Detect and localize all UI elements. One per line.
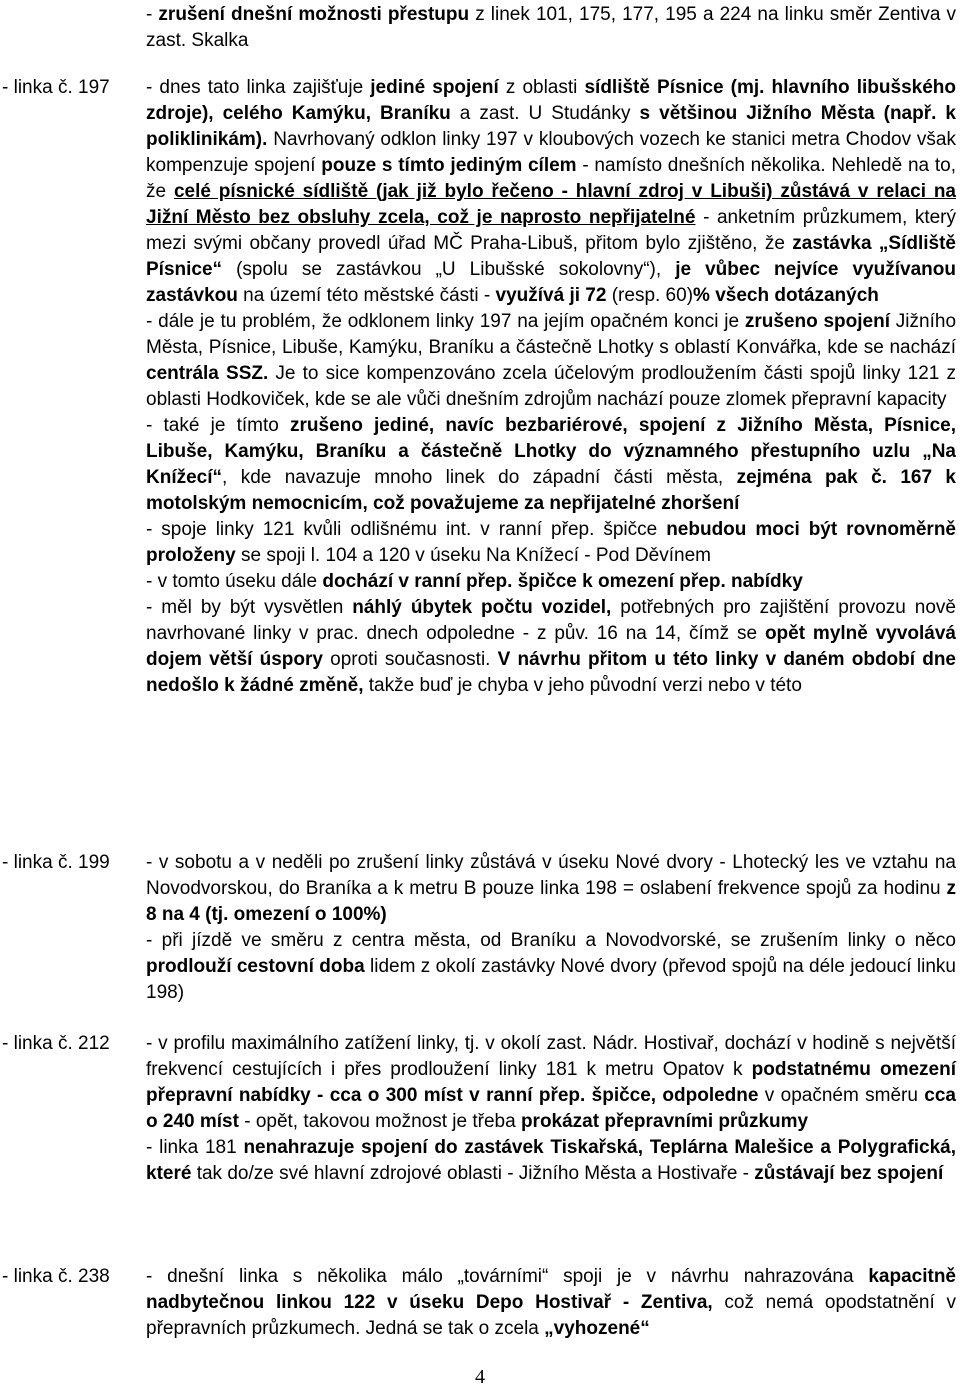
bold-text: „vyhozené“ <box>544 1318 650 1339</box>
bold-text: cca o 240 míst <box>146 1085 956 1132</box>
bold-text: zrušení dnešní možnosti přestupu <box>158 4 470 25</box>
text-run: oproti současnosti. <box>322 649 498 670</box>
bold-text: pouze s tímto jediným cílem <box>321 155 577 176</box>
text-run: - dnešní linka s několika málo „továrními“ spoji je v návrhu nahrazována <box>146 1266 869 1287</box>
text-run: - v sobotu a v neděli po zrušení linky zůstává v úseku Nové dvory - Lhotecký les ve vztahu na Novodvorskou, do Braníka a k metru B pouze linka 198 = oslabení frekvence spojů za hodinu <box>146 852 956 899</box>
paragraph <box>146 569 956 595</box>
paragraph <box>146 595 956 699</box>
bold-text: náhlý úbytek počtu vozidel, <box>352 597 612 618</box>
section-content <box>146 1031 956 1187</box>
bold-text: prodlouží cestovní doba <box>146 956 365 977</box>
text-run: potřebných pro zajištění provozu nově navrhované linky v prac. dnech odpoledne - z pův. 16 na 14, čímž se <box>146 597 956 644</box>
bold-text: s většinou Jižního Města (např. k poliklinikám). <box>146 103 956 150</box>
text-run: lidem z okolí zastávky Nové dvory (převod spojů na déle jedoucí linku 198) <box>146 956 956 1003</box>
bold-text: opět mylně vyvolává dojem větší úspory <box>146 623 956 670</box>
text-run: - spoje linky 121 kvůli odlišnému int. v ranní přep. špičce <box>146 519 667 540</box>
page-number: 4 <box>475 1366 485 1388</box>
bold-text: je vůbec nejvíce využívanou zastávkou <box>146 259 957 306</box>
text-run: z linek 101, 175, 177, 195 a 224 na linku směr Zentiva v zast. Skalka <box>146 4 956 51</box>
text-run: - namísto dnešních několika. Nehledě na to, že <box>146 155 956 202</box>
paragraph <box>146 850 956 928</box>
bold-text: podstatnému omezení přepravní nabídky - cca o 300 míst v ranní přep. špičce, odpoledne <box>146 1059 956 1106</box>
text-run: - při jízdě ve směru z centra města, od Braníku a Novodvorské, se zrušením linky o něco <box>146 930 956 951</box>
bold-text: nebudou moci být rovnoměrně proloženy <box>146 519 956 566</box>
text-run: na území této městské části - <box>237 285 496 306</box>
bold-text: dochází v ranní přep. špičce k omezení přep. nabídky <box>322 571 803 592</box>
text-run: Navrhovaný odklon linky 197 v kloubových vozech ke stanici metra Chodov však kompenzuje spojení <box>146 129 956 176</box>
text-run: - opět, takovou možnost je třeba <box>238 1111 521 1132</box>
text-run: což nemá opodstatnění v přepravních průzkumech. Jedná se tak o zcela <box>146 1292 956 1339</box>
section-content <box>146 75 956 699</box>
paragraph <box>146 1264 956 1342</box>
text-run: z oblasti <box>498 77 585 98</box>
text-run: (spolu se zastávkou „U Libušské sokolovny“), <box>222 259 676 280</box>
text-run: Jižního Města, Písnice, Libuše, Kamýku, Braníku a částečně Lhotky s oblastí Konvářka, kde se nachází <box>146 311 957 358</box>
section-content <box>146 850 956 1006</box>
paragraph <box>146 309 956 413</box>
section-content <box>146 1264 956 1342</box>
bold-text: z 8 na 4 (tj. omezení o 100%) <box>146 878 956 925</box>
bold-text: zastávka „Sídliště Písnice“ <box>146 233 956 280</box>
bold-text: V návrhu přitom u této linky v daném období dne nedošlo k žádné změně, <box>146 649 957 696</box>
text-run: - <box>146 4 159 25</box>
paragraph <box>146 517 956 569</box>
text-run: (resp. 60) <box>606 285 694 306</box>
text-run: - měl by být vysvětlen <box>146 597 353 618</box>
section-label: - linka č. 212 <box>2 1033 110 1054</box>
text-run: - dnes tato linka zajišťuje <box>146 77 371 98</box>
bold-text: sídliště Písnice (mj. hlavního libušského zdroje), celého Kamýku, Braníku <box>146 77 956 124</box>
text-run: tak do/ze své hlavní zdrojové oblasti - Jižního Města a Hostivaře - <box>191 1163 755 1184</box>
paragraph <box>146 413 956 517</box>
text-run: , kde navazuje mnoho linek do západní části města, <box>222 467 737 488</box>
bold-text: využívá ji 72 <box>495 285 607 306</box>
paragraph <box>146 928 956 1006</box>
text-run: - linka 181 <box>146 1137 244 1158</box>
text-run: - v tomto úseku dále <box>146 571 323 592</box>
bold-text: zrušeno spojení <box>744 311 890 332</box>
bold-text: zejména pak č. 167 k motolským nemocnicím, což považujeme za nepřijatelné zhoršení <box>146 467 956 514</box>
paragraph <box>146 1135 956 1187</box>
paragraph <box>146 75 956 309</box>
bold-text: centrála SSZ. <box>146 363 269 384</box>
text-run: - anketním průzkumem, který mezi svými občany provedl úřad MČ Praha-Libuš, přitom bylo zjištěno, že <box>146 207 956 254</box>
bold-text: kapacitně nadbytečnou linkou 122 v úseku Depo Hostivař - Zentiva, <box>146 1266 956 1313</box>
text-run: - také je tímto <box>146 415 290 436</box>
text-run: - v profilu maximálního zatížení linky, tj. v okolí zast. Nádr. Hostivař, dochází v hodině s největší frekvencí cestujících i přes prodloužení linky 181 k metru Opatov k <box>146 1033 956 1080</box>
section-label: - linka č. 199 <box>2 852 110 873</box>
bold-text: jediné spojení <box>370 77 499 98</box>
text-run: Je to sice kompenzováno zcela účelovým prodloužením části spojů linky 121 z oblasti Hodkoviček, kde se ale vůči dnešním zdrojům nachází pouze zlomek přepravní kapacity <box>146 363 956 410</box>
text-run: se spoji l. 104 a 120 v úseku Na Knížecí - Pod Děvínem <box>235 545 711 566</box>
section-content <box>146 2 956 54</box>
section-label: - linka č. 238 <box>2 1266 110 1287</box>
bold-text: zůstávají bez spojení <box>754 1163 944 1184</box>
text-run: v opačném směru <box>758 1085 925 1106</box>
bold-text: % všech dotázaných <box>693 285 879 306</box>
paragraph <box>146 2 956 54</box>
text-run: a zast. U Studánky <box>450 103 640 124</box>
bold-text: zrušeno jediné, navíc bezbariérové, spojení z Jižního Města, Písnice, Libuše, Kamýku, Braníku a částečně Lhotky do významného přestupního uzlu „Na Knížecí“ <box>146 415 956 488</box>
underlined-text: celé písnické sídliště (jak již bylo řečeno - hlavní zdroj v Libuši) zůstává v relaci na Jižní Město bez obsluhy zcela, což je naprosto nepřijatelné <box>146 181 956 228</box>
paragraph <box>146 1031 956 1135</box>
bold-text: prokázat přepravními průzkumy <box>520 1111 809 1132</box>
section-label: - linka č. 197 <box>2 77 110 98</box>
bold-text: nenahrazuje spojení do zastávek Tiskařská, Teplárna Malešice a Polygrafická, které <box>146 1137 956 1184</box>
text-run: takže buď je chyba v jeho původní verzi nebo v této <box>363 675 802 696</box>
text-run: - dále je tu problém, že odklonem linky 197 na jejím opačném konci je <box>146 311 745 332</box>
